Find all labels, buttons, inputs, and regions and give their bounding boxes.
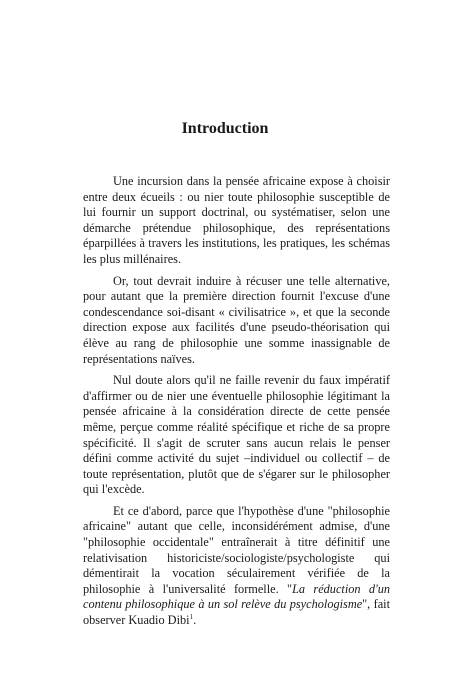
paragraph-4-period: . [193, 613, 197, 628]
paragraph-2: Or, tout devrait induire à récuser une telle alternative, pour autant que la première direction fournit l'excuse d'une condescendance soi-disant « civilisatrice », et que la seconde direction expose aux facilités d'une pseudo-théorisation qui élève au rang de philosophie une somme inassignable de représentations naïves. [83, 273, 390, 366]
paragraph-4 [83, 504, 390, 629]
body-text [83, 174, 390, 629]
paragraph-4-end: ", fait observer Kuadio Dibi [83, 597, 390, 628]
page-title: Introduction [181, 120, 269, 137]
footnote-marker[interactable]: 1 [189, 612, 194, 621]
paragraph-4-start: Et ce d'abord, parce que l'hypothèse d'une "philosophie africaine" autant que celle, inconsidérément admise, d'une "philosophie occidentale" entraînerait à titre définitif une relativisation historiciste/sociologiste/psychologiste qui démentirait la vocation séculairement vérifiée de la philosophie à l'universalité formelle. " [83, 503, 390, 596]
paragraph-4-quote: La réduction d'un contenu philosophique à un sol relève du psychologisme [83, 581, 390, 612]
paragraph-3: Nul doute alors qu'il ne faille revenir du faux impératif d'affirmer ou de nier une éventuelle philosophie légitimant la pensée africaine à la considération directe de cette pensée même, perçue comme réalité spécifique et riche de sa propre spécificité. Il s'agit de scruter sans aucun relais le penser défini comme activité du sujet –individuel ou collectif – de toute représentation, plutôt que de s'égarer sur le philosopher qui l'excède. [83, 373, 390, 497]
paragraph-1: Une incursion dans la pensée africaine expose à choisir entre deux écueils : ou nier toute philosophie susceptible de lui fournir un support doctrinal, ou systématiser, selon une démarche prétendue philosophique, des représentations éparpillées à travers les institutions, les pratiques, les schémas les plus millénaires. [83, 174, 390, 266]
